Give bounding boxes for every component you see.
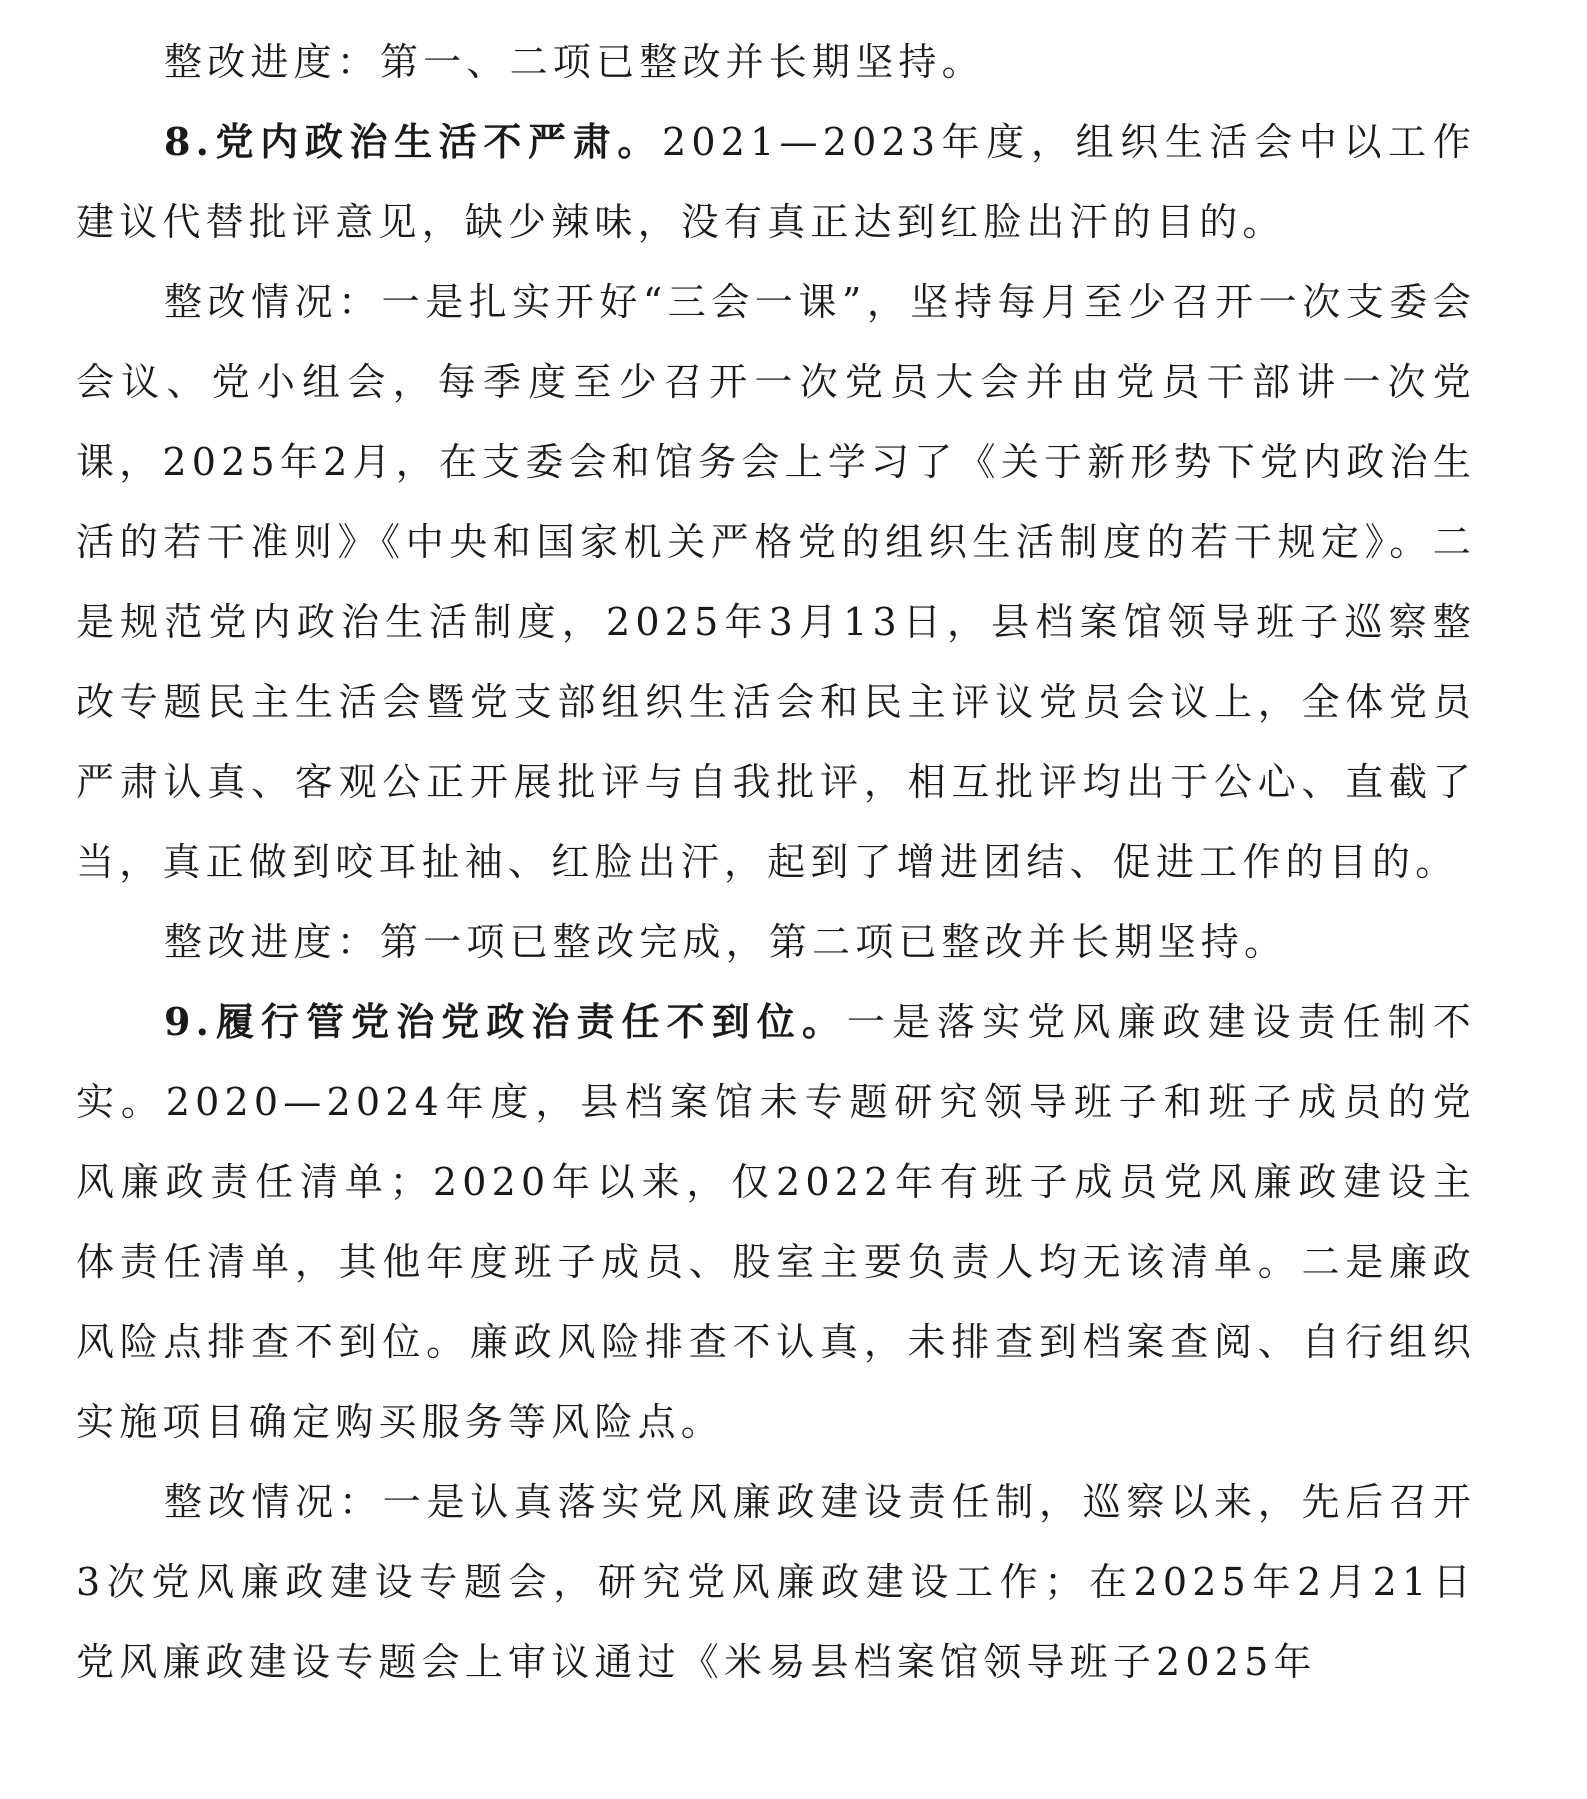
rectification-paragraph-2 bbox=[76, 1462, 1476, 1702]
paragraph-text: 整改情况：一是认真落实党风廉政建设责任制，巡察以来，先后召开3次党风廉政建设专题会，研究党风廉政建设工作；在2025年2月21日党风廉政建设专题会上审议通过《米易县档案馆领导班子2025年 bbox=[76, 1480, 1476, 1684]
document-page bbox=[76, 22, 1476, 1702]
paragraph-text: 整改进度：第一项已整改完成，第二项已整改并长期坚持。 bbox=[164, 920, 1288, 964]
issue-8-paragraph bbox=[76, 102, 1476, 262]
paragraph-text: 一是落实党风廉政建设责任制不实。2020—2024年度，县档案馆未专题研究领导班子和班子成员的党风廉政责任清单；2020年以来，仅2022年有班子成员党风廉政建设主体责任清单，其他年度班子成员、股室主要负责人均无该清单。二是廉政风险点排查不到位。廉政风险排查不认真，未排查到档案查阅、自行组织实施项目确定购买服务等风险点。 bbox=[76, 1000, 1476, 1444]
progress-paragraph-1 bbox=[76, 22, 1476, 102]
issue-9-heading: 9.履行管党治党政治责任不到位。 bbox=[164, 999, 847, 1044]
issue-8-heading: 8.党内政治生活不严肃。 bbox=[164, 119, 662, 164]
paragraph-text: 整改情况：一是扎实开好“三会一课”，坚持每月至少召开一次支委会会议、党小组会，每季度至少召开一次党员大会并由党员干部讲一次党课，2025年2月，在支委会和馆务会上学习了《关于新形势下党内政治生活的若干准则》《中央和国家机关严格党的组织生活制度的若干规定》。二是规范党内政治生活制度，2025年3月13日，县档案馆领导班子巡察整改专题民主生活会暨党支部组织生活会和民主评议党员会议上，全体党员严肃认真、客观公正开展批评与自我批评，相互批评均出于公心、直截了当，真正做到咬耳扯袖、红脸出汗，起到了增进团结、促进工作的目的。 bbox=[76, 280, 1476, 884]
rectification-paragraph-1 bbox=[76, 262, 1476, 902]
paragraph-text: 2021—2023年度，组织生活会中以工作建议代替批评意见，缺少辣味，没有真正达到红脸出汗的目的。 bbox=[76, 120, 1476, 244]
issue-9-paragraph bbox=[76, 982, 1476, 1462]
progress-paragraph-2 bbox=[76, 902, 1476, 982]
paragraph-text: 整改进度：第一、二项已整改并长期坚持。 bbox=[164, 40, 985, 84]
